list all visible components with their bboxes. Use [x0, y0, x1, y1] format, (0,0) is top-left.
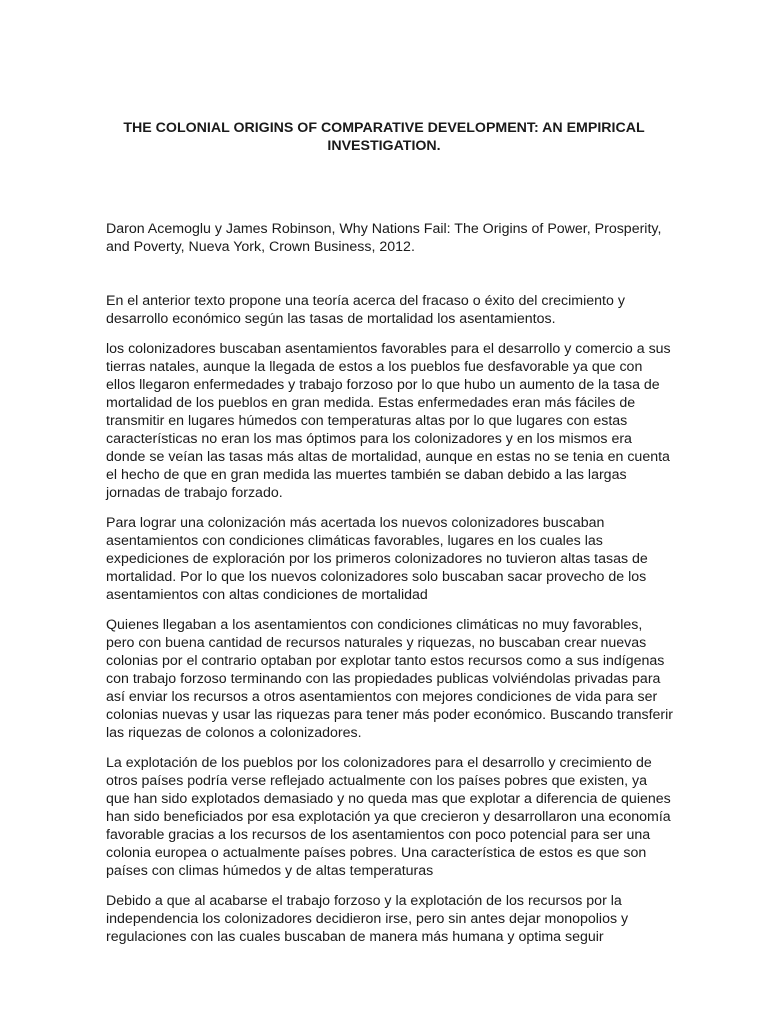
paragraph: Para lograr una colonización más acertada los nuevos colonizadores buscaban asentamientos con condiciones climáticas favorables, lugares en los cuales las expediciones de exploración por los primeros colonizadores no tuvieron altas tasas de mortalidad. Por lo que los nuevos colonizadores solo buscaban sacar provecho de los asentamientos con altas condiciones de mortalidad [106, 515, 648, 603]
document-title: THE COLONIAL ORIGINS OF COMPARATIVE DEVELOPMENT: AN EMPIRICAL INVESTIGATION. [123, 120, 645, 154]
paragraph: Quienes llegaban a los asentamientos con condiciones climáticas no muy favorables, pero con buena cantidad de recursos naturales y riquezas, no buscaban crear nuevas colonias por el contrario optaban por explotar tanto estos recursos como a sus indígenas con trabajo forzoso terminando con las propiedades publicas volviéndolas privadas para así enviar los recursos a otros asentamientos con mejores condiciones de vida para ser colonias nuevas y usar las riquezas para tener más poder económico. Buscando transferir las riquezas de colonos a colonizadores. [106, 617, 674, 741]
paragraph: los colonizadores buscaban asentamientos favorables para el desarrollo y comercio a sus tierras natales, aunque la llegada de estos a los pueblos fue desfavorable ya que con ellos llegaron enfermedades y trabajo forzoso por lo que hubo un aumento de la tasa de mortalidad de los pueblos en gran medida. Estas enfermedades eran más fáciles de transmitir en lugares húmedos con temperaturas altas por lo que lugares con estas características no eran los mas óptimos para los colonizadores y en los mismos era donde se veían las tasas más altas de mortalidad, aunque en estas no se tenia en cuenta el hecho de que en gran medida las muertes también se daban debido a las largas jornadas de trabajo forzado. [106, 341, 671, 501]
paragraph: En el anterior texto propone una teoría acerca del fracaso o éxito del crecimiento y desarrollo económico según las tasas de mortalidad los asentamientos. [106, 293, 625, 327]
paragraph: La explotación de los pueblos por los colonizadores para el desarrollo y crecimiento de otros países podría verse reflejado actualmente con los países pobres que existen, ya que han sido explotados demasiado y no queda mas que explotar a diferencia de quienes han sido beneficiados por esa explotación ya que crecieron y desarrollaron una economía favorable gracias a los recursos de los asentamientos con poco potencial para ser una colonia europea o actualmente países pobres. Una característica de estos es que son países con climas húmedos y de altas temperaturas [106, 755, 671, 879]
document-body [106, 292, 674, 958]
paragraph: Debido a que al acabarse el trabajo forzoso y la explotación de los recursos por la independencia los colonizadores decidieron irse, pero sin antes dejar monopolios y regulaciones con las cuales buscaban de manera más humana y optima seguir [106, 893, 629, 945]
citation: Daron Acemoglu y James Robinson, Why Nations Fail: The Origins of Power, Prosperity, and Poverty, Nueva York, Crown Business, 2012. [106, 221, 662, 255]
